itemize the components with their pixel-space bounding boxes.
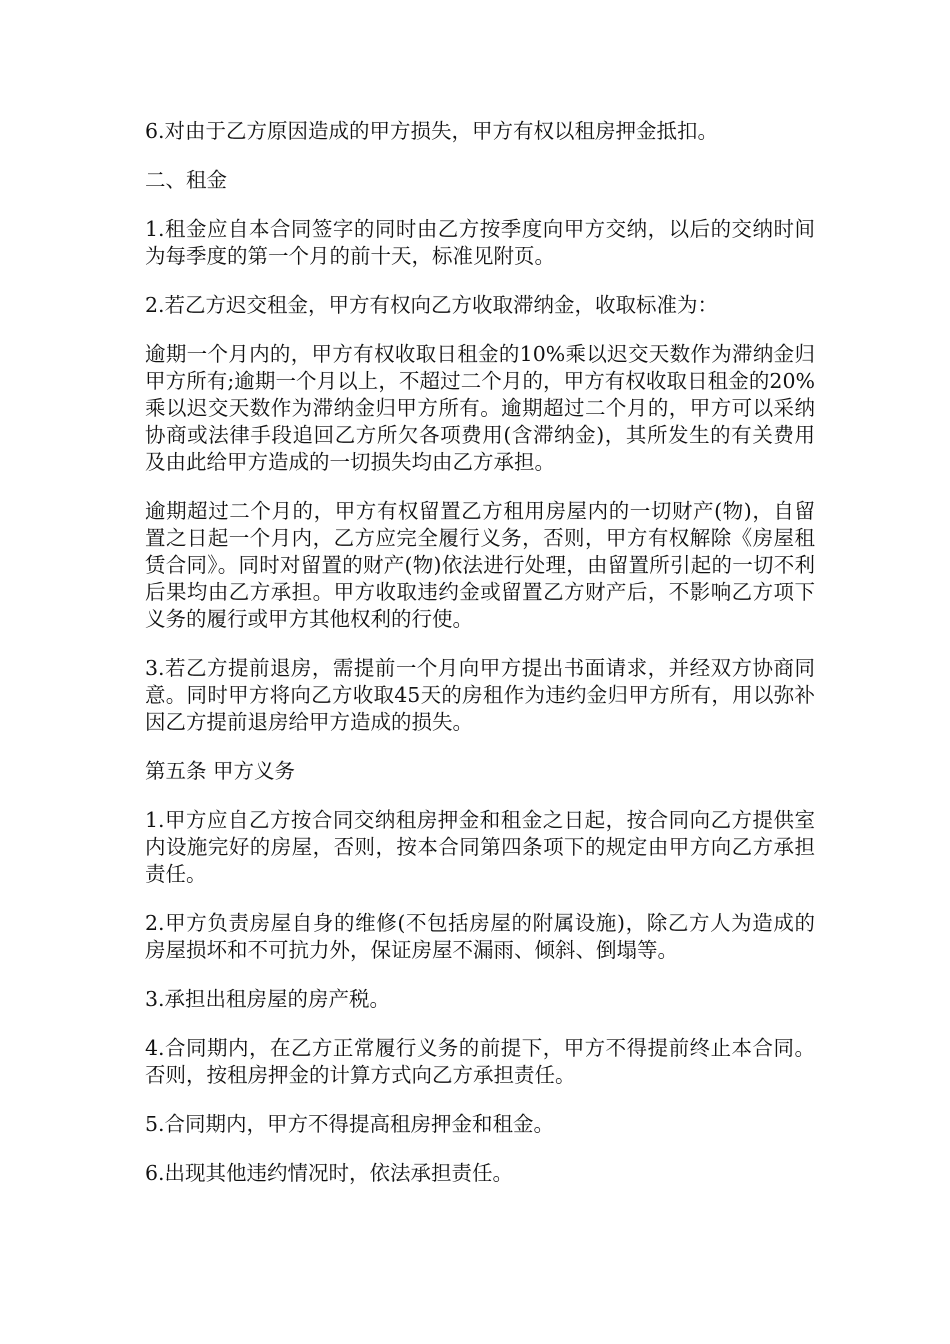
- article-5-heading: 第五条 甲方义务: [145, 759, 296, 783]
- document-page: [145, 118, 815, 1209]
- landlord-duty-5: 5.合同期内，甲方不得提高租房押金和租金。: [145, 1112, 555, 1136]
- landlord-duty-3: 3.承担出租房屋的房产税。: [145, 987, 391, 1011]
- clause-late-fee: 2.若乙方迟交租金，甲方有权向乙方收取滞纳金，收取标准为：: [145, 293, 719, 317]
- landlord-duty-2: 2.甲方负责房屋自身的维修(不包括房屋的附属设施)，除乙方人为造成的房屋损坏和不可抗力外，保证房屋不漏雨、倾斜、倒塌等。: [145, 911, 815, 962]
- landlord-duty-1: 1.甲方应自乙方按合同交纳租房押金和租金之日起，按合同向乙方提供室内设施完好的房屋，否则，按本合同第四条项下的规定由甲方向乙方承担责任。: [145, 808, 815, 886]
- clause-late-fee-standard: 逾期一个月内的，甲方有权收取日租金的10%乘以迟交天数作为滞纳金归甲方所有;逾期一个月以上，不超过二个月的，甲方有权收取日租金的20%乘以迟交天数作为滞纳金归甲方所有。逾期超过二个月的，甲方可以采纳协商或法律手段追回乙方所欠各项费用(含滞纳金)，其所发生的有关费用及由此给甲方造成的一切损失均由乙方承担。: [145, 342, 815, 474]
- landlord-duty-6: 6.出现其他违约情况时，依法承担责任。: [145, 1161, 514, 1185]
- clause-early-termination: 3.若乙方提前退房，需提前一个月向甲方提出书面请求，并经双方协商同意。同时甲方将向乙方收取45天的房租作为违约金归甲方所有，用以弥补因乙方提前退房给甲方造成的损失。: [145, 656, 815, 734]
- clause-property-lien: 逾期超过二个月的，甲方有权留置乙方租用房屋内的一切财产(物)，自留置之日起一个月内，乙方应完全履行义务，否则，甲方有权解除《房屋租赁合同》。同时对留置的财产(物)依法进行处理，由留置所引起的一切不利后果均由乙方承担。甲方收取违约金或留置乙方财产后，不影响乙方项下义务的履行或甲方其他权利的行使。: [145, 499, 815, 631]
- clause-rent-payment: 1.租金应自本合同签字的同时由乙方按季度向甲方交纳，以后的交纳时间为每季度的第一个月的前十天，标准见附页。: [145, 217, 815, 268]
- clause-6-deposit-deduction: 6.对由于乙方原因造成的甲方损失，甲方有权以租房押金抵扣。: [145, 119, 719, 143]
- section-heading-rent: 二、租金: [145, 168, 227, 192]
- landlord-duty-4: 4.合同期内，在乙方正常履行义务的前提下，甲方不得提前终止本合同。否则，按租房押金的计算方式向乙方承担责任。: [145, 1036, 815, 1087]
